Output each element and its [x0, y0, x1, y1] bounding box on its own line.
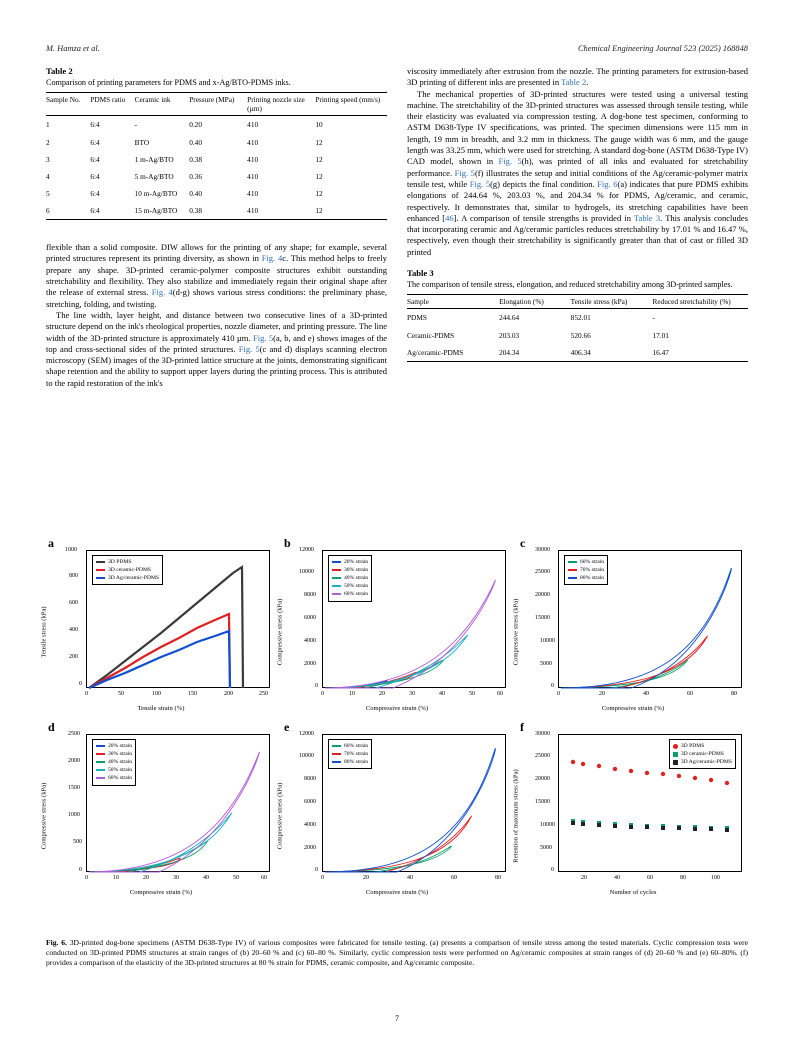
- cell: 0.38: [189, 206, 202, 216]
- ytick: 400: [69, 627, 78, 633]
- xtick: 100: [711, 875, 720, 881]
- text: The line width, layer height, and distance between two consecutive lines of a 3D-printed structure depend on the ink's rheological properties, nozzle diameter, and printing pressure. The line width of the 3D-printed structure is approximately 410 µm.: [46, 309, 387, 343]
- table-row: [46, 134, 387, 151]
- cell: 12: [315, 137, 323, 147]
- ytick: 600: [69, 600, 78, 606]
- legend-item: [96, 750, 132, 758]
- figure-link[interactable]: Fig. 5: [469, 178, 491, 189]
- legend-item: [332, 582, 368, 590]
- cell: 0.40: [189, 188, 202, 198]
- figure-link[interactable]: Fig. 4: [261, 253, 283, 264]
- text: .: [586, 77, 589, 88]
- panel-f-legend[interactable]: [669, 739, 736, 769]
- ytick: 12000: [299, 547, 314, 553]
- xtick: 50: [118, 691, 124, 697]
- text: (g) depicts the final condition.: [490, 178, 598, 189]
- text: ]. A comparison of tensile strengths is provided in: [453, 212, 634, 223]
- ytick: 2500: [68, 731, 80, 737]
- left-paragraph-1: [46, 242, 387, 310]
- panel-f-label: f: [520, 720, 524, 734]
- xtick: 10: [349, 691, 355, 697]
- cell: 852.01: [570, 313, 591, 323]
- cell: 10 m-Ag/BTO: [134, 188, 178, 198]
- legend-swatch-icon: [332, 569, 341, 571]
- left-paragraph-2: [46, 310, 387, 389]
- ytick: 0: [79, 681, 82, 687]
- cell: Ag/ceramic-PDMS: [407, 347, 464, 357]
- cell: 6:4: [90, 171, 100, 181]
- legend-swatch-icon: [96, 569, 105, 571]
- panel-a: [40, 536, 276, 714]
- legend-item: [96, 774, 132, 782]
- ytick: 30000: [535, 731, 550, 737]
- xtick: 20: [363, 875, 369, 881]
- table2-col-2: Ceramic ink: [135, 93, 190, 116]
- legend-swatch-icon: [96, 561, 105, 563]
- ytick: 10000: [540, 638, 555, 644]
- cell: 6:4: [90, 154, 100, 164]
- xtick: 60: [647, 875, 653, 881]
- legend-item: [568, 574, 604, 582]
- table-link[interactable]: Table 3: [633, 212, 661, 223]
- legend-swatch-icon: [332, 561, 341, 563]
- table-row: [407, 344, 748, 362]
- legend-item: [332, 742, 368, 750]
- panel-e: [276, 720, 512, 898]
- panel-b-label: b: [284, 536, 291, 550]
- panel-b-plot: [299, 547, 506, 697]
- table3-col-2: Tensile stress (kPa): [571, 295, 653, 309]
- xtick: 80: [731, 691, 737, 697]
- ytick: 15000: [535, 615, 550, 621]
- xtick: 60: [451, 875, 457, 881]
- legend-swatch-icon: [332, 745, 341, 747]
- cell: 4: [46, 171, 50, 181]
- panel-f-ylabel: Retention of maximum stress (kPa): [512, 769, 520, 863]
- cell: 520.66: [570, 330, 591, 340]
- ytick: 4000: [304, 822, 316, 828]
- cell: 0.36: [189, 171, 202, 181]
- cell: BTO: [134, 137, 150, 147]
- table-row: [407, 327, 748, 344]
- legend-label: 70% strain: [580, 567, 605, 574]
- body-columns: [46, 66, 748, 389]
- text: flexible than a solid composite. DIW allows for the printing of any shape; for example, several printed structures represent its printing diversity, as shown in: [46, 242, 387, 264]
- ytick: 0: [315, 867, 318, 873]
- ytick: 0: [551, 867, 554, 873]
- ytick: 500: [73, 839, 82, 845]
- figure-link[interactable]: Fig. 4: [151, 287, 173, 298]
- ytick: 1500: [68, 785, 80, 791]
- panel-e-plot: [299, 731, 506, 881]
- xtick: 20: [143, 875, 149, 881]
- xtick: 40: [203, 875, 209, 881]
- ytick: 20000: [535, 776, 550, 782]
- legend-marker-icon: [673, 760, 678, 765]
- table2-col-0: Sample No.: [46, 93, 90, 116]
- panel-d-ylabel: Compressive stress (kPa): [40, 782, 48, 850]
- text: viscosity immediately after extrusion from the nozzle. The printing parameters for extrusion-based 3D printing of different inks are presented in: [407, 66, 748, 88]
- ytick: 2000: [68, 758, 80, 764]
- panel-e-legend[interactable]: [328, 739, 372, 769]
- table2-col-5: Printing speed (mm/s): [315, 93, 387, 116]
- legend-label: 20% strain: [344, 559, 369, 565]
- table3-col-1: Elongation (%): [499, 295, 571, 309]
- xtick: 80: [680, 875, 686, 881]
- legend-label: 3D ceramic-PDMS: [680, 751, 724, 758]
- legend-swatch-icon: [96, 577, 105, 579]
- figure-link[interactable]: Fig. 5: [454, 167, 475, 178]
- cell: 12: [315, 206, 323, 216]
- legend-label: 3D PDMS: [680, 743, 705, 749]
- legend-item: [332, 758, 368, 766]
- panel-c-label: c: [520, 536, 526, 550]
- cell: 204.34: [499, 347, 520, 357]
- cell: 406.34: [570, 347, 591, 357]
- legend-label: 30% strain: [344, 567, 369, 574]
- xtick: 200: [224, 691, 233, 697]
- ytick: 25000: [535, 753, 550, 759]
- text: (c and d) displays scanning electron microscopy (SEM) images of the 3D-printed lattice structure at the joints, demonstrating significant shape retention and the ability to support upper layers during the printing process. This is attributed to the rapid restoration of the ink's: [46, 343, 388, 388]
- text: . This analysis concludes that incorporating ceramic and Ag/ceramic particles reduces stretchability by 17.01 % and 16.47 %, respectively, even though their stretchability is significantly greater than that of cast or filled 3D printed: [407, 212, 748, 257]
- table3: [407, 294, 748, 361]
- xtick: 100: [152, 691, 161, 697]
- xtick: 60: [687, 691, 693, 697]
- legend-item: [96, 566, 159, 574]
- xtick: 20: [599, 691, 605, 697]
- table2-header-row: [46, 93, 387, 116]
- table-row: [46, 116, 387, 134]
- xtick: 30: [173, 875, 179, 881]
- legend-label: 3D Ag/ceramic-PDMS: [680, 759, 732, 766]
- figure-row-2: [40, 720, 748, 898]
- table3-col-3: Reduced stretchability (%): [653, 295, 749, 309]
- table2: [46, 92, 387, 220]
- xtick: 0: [321, 691, 324, 697]
- cell: 12: [315, 154, 323, 164]
- cell: 1: [46, 120, 50, 130]
- right-paragraph-1: [407, 66, 748, 89]
- panel-a-plot: [65, 547, 270, 697]
- ytick: 4000: [304, 638, 316, 644]
- panel-a-ylabel: Tensile stress (kPa): [40, 606, 48, 658]
- legend-label: 80% strain: [580, 575, 605, 582]
- ytick: 2000: [304, 661, 316, 667]
- figure-link[interactable]: Fig. 6: [597, 178, 618, 189]
- ytick: 12000: [299, 731, 314, 737]
- legend-item: [96, 758, 132, 766]
- panel-b-legend[interactable]: [328, 555, 372, 602]
- panel-f-xlabel: Number of cycles: [609, 889, 657, 896]
- running-head: [46, 44, 748, 53]
- legend-item: [96, 766, 132, 774]
- legend-item: [96, 742, 132, 750]
- cell: 0.40: [189, 137, 202, 147]
- table3-block: [407, 268, 748, 362]
- legend-label: 60% strain: [108, 775, 133, 782]
- xtick: 40: [643, 691, 649, 697]
- legend-item: [673, 750, 732, 758]
- right-paragraph-2: [407, 89, 748, 258]
- cell: 6: [46, 206, 50, 216]
- table-row: [407, 309, 748, 327]
- xtick: 20: [379, 691, 385, 697]
- table2-col-3: Pressure (MPa): [189, 93, 247, 116]
- figure-6: [40, 536, 748, 898]
- legend-label: 3D ceramic-PDMS: [108, 567, 152, 574]
- panel-b-xlabel: Compressive strain (%): [365, 705, 429, 712]
- legend-label: 70% strain: [344, 751, 369, 758]
- table3-label: Table 3: [407, 268, 434, 279]
- cell: 5: [46, 188, 50, 198]
- panel-f: [512, 720, 748, 898]
- panel-e-xlabel: Compressive strain (%): [365, 889, 429, 896]
- panel-f-plot: [535, 731, 742, 881]
- panel-e-label: e: [284, 720, 290, 734]
- xtick: 60: [497, 691, 503, 697]
- panel-c: [512, 536, 748, 714]
- cell: 6:4: [90, 206, 100, 216]
- citation-link[interactable]: 46: [445, 212, 454, 223]
- legend-label: 40% strain: [344, 575, 369, 582]
- cell: 3: [46, 154, 50, 164]
- cell: 16.47: [652, 347, 669, 357]
- xtick: 0: [85, 875, 88, 881]
- text: The mechanical properties of 3D-printed structures were tested using a universal testing machine. The stretchability of the 3D-printed structures was assessed through tensile testing, while their elasticity was evaluated via compression testing. A dog-bone test specimen, conforming to ASTM D638-Type IV specifications, was printed. The specimen dimensions were 115 mm in length, 19 mm in breadth, and 3.2 mm in thickness. The gauge width was 6 mm, and the gauge length was 33.25 mm, which were used for stretching. A standard dog-bone (ASTM D638-Type IV) CAD model, shown in: [407, 88, 748, 167]
- ytick: 5000: [540, 661, 552, 667]
- xtick: 0: [321, 875, 324, 881]
- legend-swatch-icon: [96, 753, 105, 755]
- legend-label: 3D Ag/ceramic-PDMS: [108, 575, 160, 582]
- legend-label: 60% strain: [580, 559, 605, 565]
- left-column: [46, 66, 387, 389]
- xtick: 50: [469, 691, 475, 697]
- panel-a-label: a: [48, 536, 54, 550]
- table3-col-0: Sample: [407, 295, 499, 309]
- ytick: 200: [69, 654, 78, 660]
- cell: 12: [315, 171, 323, 181]
- legend-swatch-icon: [568, 561, 577, 563]
- xtick: 40: [614, 875, 620, 881]
- table2-col-1: PDMS ratio: [90, 93, 134, 116]
- panel-a-xlabel: Tensile strain (%): [137, 705, 185, 712]
- xtick: 0: [557, 691, 560, 697]
- legend-label: 60% strain: [344, 743, 369, 749]
- ytick: 0: [315, 683, 318, 689]
- ytick: 10000: [299, 569, 314, 575]
- legend-item: [332, 566, 368, 574]
- legend-label: 20% strain: [108, 743, 133, 749]
- cell: 6:4: [90, 120, 100, 130]
- xtick: 50: [233, 875, 239, 881]
- ytick: 1000: [65, 547, 77, 553]
- table2-col-4: Printing nozzle size (µm): [247, 93, 315, 116]
- legend-item: [568, 558, 604, 566]
- legend-swatch-icon: [96, 769, 105, 771]
- xtick: 40: [407, 875, 413, 881]
- cell: 15 m-Ag/BTO: [134, 206, 178, 216]
- panel-d-plot: [68, 731, 270, 881]
- xtick: 0: [85, 691, 88, 697]
- legend-label: 60% strain: [344, 591, 369, 598]
- legend-label: 3D PDMS: [108, 559, 132, 565]
- legend-label: 30% strain: [108, 751, 133, 758]
- legend-swatch-icon: [96, 745, 105, 747]
- text: (d-g) shows various stress conditions: the preliminary phase, stretching, folding, and twisting.: [46, 287, 388, 309]
- legend-item: [673, 742, 732, 750]
- figure-row-1: [40, 536, 748, 714]
- legend-marker-icon: [673, 752, 678, 757]
- ytick: 30000: [535, 547, 550, 553]
- ytick: 8000: [304, 776, 316, 782]
- xtick: 60: [261, 875, 267, 881]
- table-link[interactable]: Table 2: [561, 77, 587, 88]
- panel-d-xlabel: Compressive strain (%): [129, 889, 193, 896]
- figure-caption-text: 3D-printed dog-bone specimens (ASTM D638-Type IV) of various composites were fabricated for tensile testing. (a) presents a comparison of tensile stress among the tested materials. Cyclic compression tests were conducted on 3D-printed PDMS structures at strain ranges of (b) 20–60 % and (c) 60–80 %. Similarly, cyclic compression tests were performed on Ag/ceramic composites at strain ranges of (d) 20–60 % and (e) 60–80%. (f) provides a comparison of the elasticity of the 3D-printed structures at 80 % strain for PDMS, ceramic composite, and Ag/ceramic composite.: [46, 938, 748, 968]
- legend-label: 50% strain: [344, 583, 369, 590]
- text: c. This method helps to freely prepare any shape. 3D-printed ceramic-polymer composite structures exhibit outstanding stretchability and flexibility. They also stabilize and immediately regain their original shape after the release of external stress.: [46, 253, 387, 298]
- ytick: 0: [551, 683, 554, 689]
- legend-marker-icon: [673, 744, 678, 749]
- right-column: [407, 66, 748, 389]
- cell: 12: [315, 188, 323, 198]
- legend-swatch-icon: [332, 753, 341, 755]
- text: (h), was printed of all inks and evaluated for stretchability performance.: [407, 156, 749, 178]
- running-head-authors: M. Hamza et al.: [46, 44, 100, 53]
- ytick: 0: [79, 867, 82, 873]
- legend-item: [568, 566, 604, 574]
- legend-item: [96, 574, 159, 582]
- cell: -: [134, 120, 138, 130]
- text: (f) illustrates the setup and initial conditions of the Ag/ceramic-polymer matrix tensile test, while: [407, 167, 748, 189]
- legend-swatch-icon: [332, 761, 341, 763]
- panel-d-legend[interactable]: [92, 739, 136, 786]
- cell: 6:4: [90, 188, 100, 198]
- panel-c-legend[interactable]: [564, 555, 608, 585]
- ytick: 6000: [304, 799, 316, 805]
- legend-item: [332, 750, 368, 758]
- legend-item: [332, 574, 368, 582]
- cell: 410: [247, 171, 259, 181]
- running-head-journal: Chemical Engineering Journal 523 (2025) 168848: [577, 44, 748, 53]
- ytick: 20000: [535, 592, 550, 598]
- xtick: 150: [188, 691, 197, 697]
- ytick: 800: [69, 573, 78, 579]
- legend-swatch-icon: [332, 577, 341, 579]
- ytick: 2000: [304, 845, 316, 851]
- cell: 0.20: [189, 120, 202, 130]
- panel-a-legend[interactable]: [92, 555, 163, 585]
- panel-d-label: d: [48, 720, 55, 734]
- text: (a) indicates that pure PDMS exhibits elongations of 244.64 %, 203.03 %, and 204.34 % for PDMS, Ag/ceramic, and ceramic, respectively. It demonstrates that, similar to hydrogels, its stretching capabilities have been enhanced [: [407, 178, 749, 223]
- table-row: [46, 168, 387, 185]
- legend-swatch-icon: [568, 569, 577, 571]
- table3-caption: The comparison of tensile stress, elongation, and reduced stretchability among 3D-printed samples.: [407, 280, 733, 290]
- legend-label: 40% strain: [108, 759, 133, 766]
- legend-swatch-icon: [568, 577, 577, 579]
- xtick: 80: [495, 875, 501, 881]
- legend-item: [673, 758, 732, 766]
- cell: PDMS: [407, 313, 427, 323]
- figure-link[interactable]: Fig. 5: [498, 156, 522, 167]
- table-row: [46, 185, 387, 202]
- cell: 410: [247, 137, 259, 147]
- xtick: 20: [581, 875, 587, 881]
- table2-block: [46, 66, 387, 220]
- legend-item: [332, 558, 368, 566]
- panel-e-ylabel: Compressive stress (kPa): [276, 782, 284, 850]
- table2-label: Table 2: [46, 66, 73, 76]
- figure-caption: [46, 938, 748, 969]
- legend-swatch-icon: [332, 593, 341, 595]
- cell: 410: [247, 206, 259, 216]
- panel-c-ylabel: Compressive stress (kPa): [512, 598, 520, 666]
- table-row: [46, 151, 387, 168]
- ytick: 8000: [304, 592, 316, 598]
- cell: 0.38: [189, 154, 202, 164]
- legend-swatch-icon: [96, 761, 105, 763]
- ytick: 5000: [540, 845, 552, 851]
- ytick: 1000: [68, 812, 80, 818]
- cell: 244.64: [499, 313, 520, 323]
- panel-d: [40, 720, 276, 898]
- cell: 10: [315, 120, 323, 130]
- legend-swatch-icon: [332, 585, 341, 587]
- ytick: 15000: [535, 799, 550, 805]
- panel-b: [276, 536, 512, 714]
- panel-c-plot: [535, 547, 742, 697]
- xtick: 250: [259, 691, 268, 697]
- cell: 6:4: [90, 137, 100, 147]
- page-number: 7: [395, 1014, 399, 1023]
- cell: 2: [46, 137, 50, 147]
- xtick: 10: [113, 875, 119, 881]
- ytick: 25000: [535, 569, 550, 575]
- legend-swatch-icon: [96, 777, 105, 779]
- table-row: [46, 202, 387, 220]
- legend-label: 50% strain: [108, 767, 133, 774]
- ytick: 6000: [304, 615, 316, 621]
- panel-c-xlabel: Compressive strain (%): [601, 705, 665, 712]
- table2-caption: Comparison of printing parameters for PDMS and x-Ag/BTO-PDMS inks.: [46, 78, 291, 87]
- xtick: 40: [439, 691, 445, 697]
- cell: Ceramic-PDMS: [407, 330, 455, 340]
- ytick: 10000: [299, 753, 314, 759]
- cell: 203.03: [499, 330, 520, 340]
- cell: -: [652, 313, 655, 323]
- cell: 5 m-Ag/BTO: [134, 171, 174, 181]
- cell: 17.01: [652, 330, 669, 340]
- figure-caption-label: Fig. 6.: [46, 938, 67, 947]
- panel-b-ylabel: Compressive stress (kPa): [276, 598, 284, 666]
- text: (a, b, and e) shows images of the top and cross-sectional sides of the printed structures.: [46, 332, 387, 354]
- cell: 410: [247, 120, 259, 130]
- xtick: 30: [409, 691, 415, 697]
- table3-header-row: [407, 295, 748, 309]
- figure-link[interactable]: Fig. 5: [238, 343, 260, 354]
- cell: 410: [247, 188, 259, 198]
- cell: 410: [247, 154, 259, 164]
- ytick: 10000: [540, 822, 555, 828]
- figure-link[interactable]: Fig. 5: [252, 332, 274, 343]
- legend-label: 80% strain: [344, 759, 369, 766]
- cell: 1 m-Ag/BTO: [134, 154, 174, 164]
- legend-item: [332, 590, 368, 598]
- legend-item: [96, 558, 159, 566]
